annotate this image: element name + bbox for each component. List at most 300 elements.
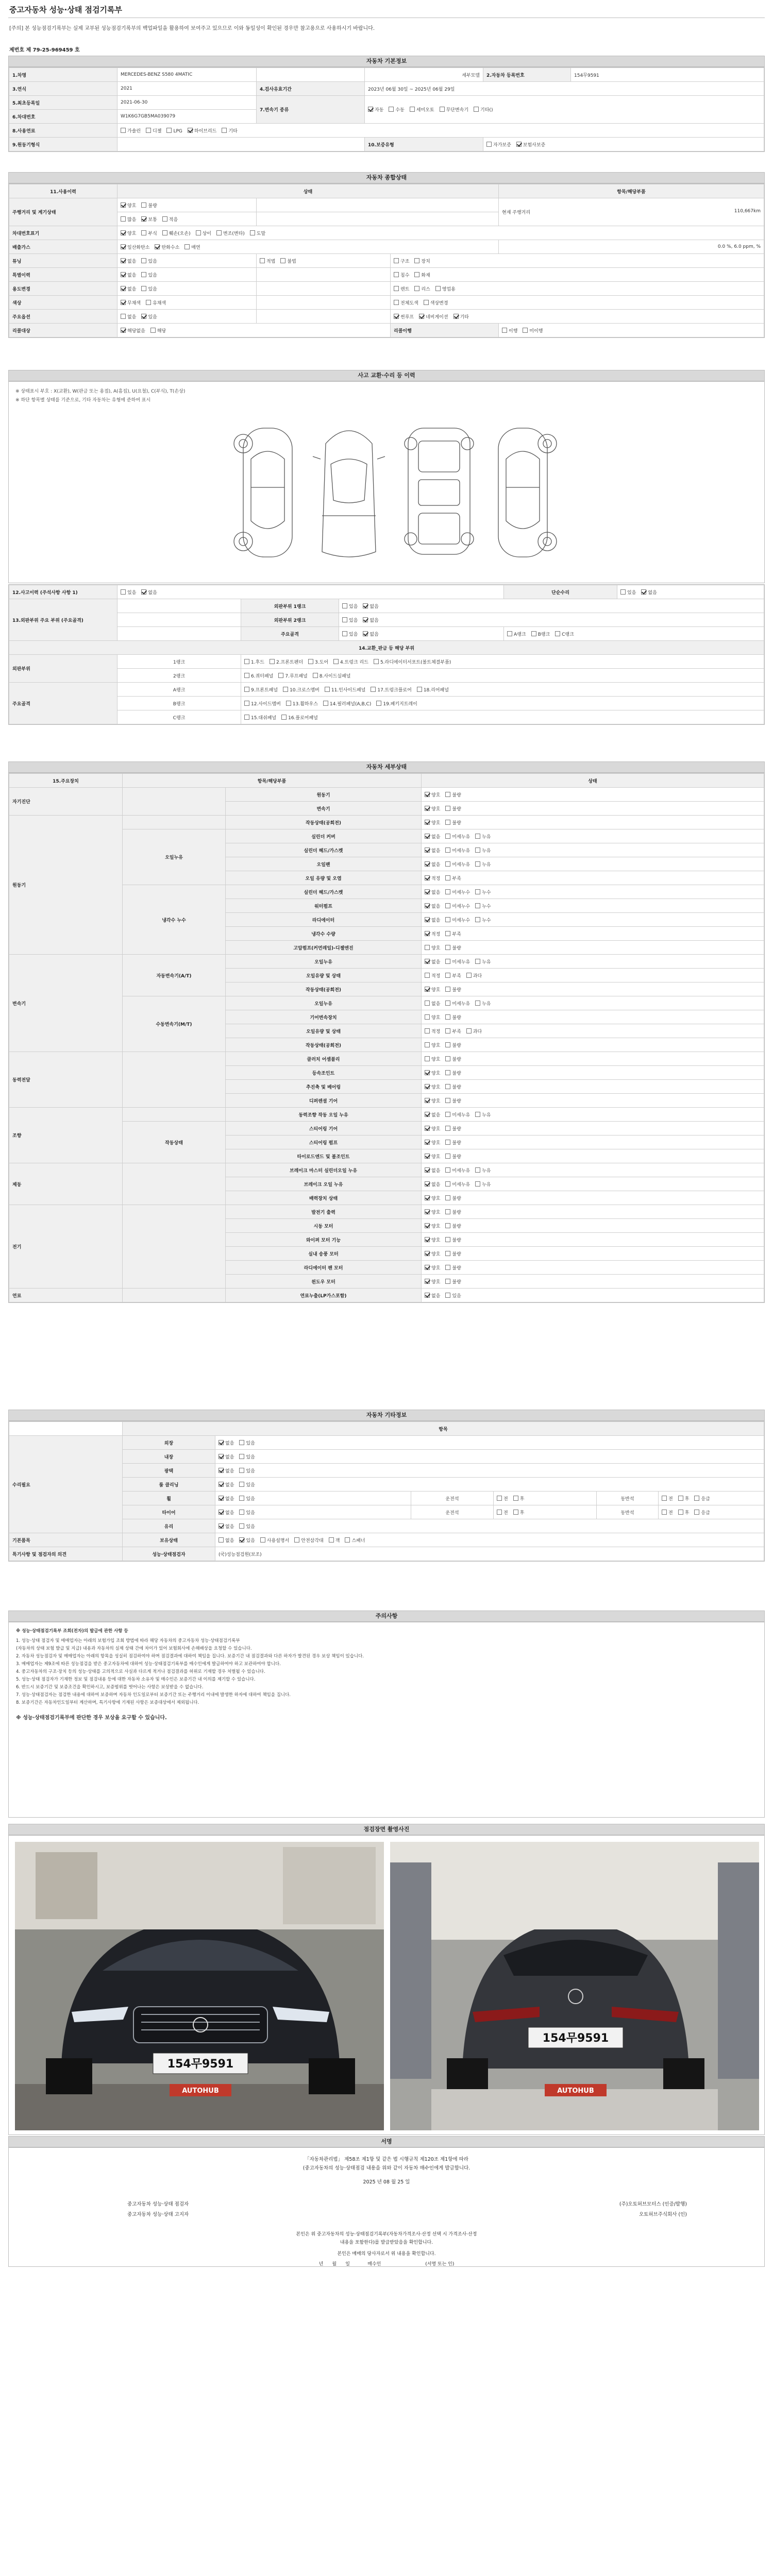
checkbox[interactable] — [141, 216, 146, 222]
other-option[interactable] — [219, 1439, 234, 1446]
detail-status-option[interactable] — [445, 847, 470, 854]
main-options-kind-options-option[interactable] — [394, 313, 414, 320]
detail-status-option[interactable] — [425, 1000, 440, 1007]
checkbox[interactable] — [445, 917, 450, 922]
checkbox[interactable] — [662, 1510, 667, 1515]
checkbox[interactable] — [425, 1098, 430, 1103]
checkbox[interactable] — [121, 314, 126, 319]
checkbox[interactable] — [466, 1028, 472, 1033]
detail-status-option[interactable] — [475, 1181, 491, 1188]
checkbox[interactable] — [363, 631, 368, 636]
use-change-kind-options-option[interactable] — [394, 285, 409, 292]
detail-status-option[interactable] — [445, 819, 461, 826]
detail-status-option[interactable] — [425, 875, 440, 882]
accident-history-options-option[interactable] — [141, 589, 157, 596]
warranty-options-option[interactable] — [486, 141, 511, 148]
transmission-options-option[interactable] — [474, 106, 493, 113]
checkbox[interactable] — [313, 673, 318, 678]
checkbox[interactable] — [219, 1537, 224, 1543]
checkbox[interactable] — [141, 230, 146, 235]
checkbox[interactable] — [425, 1001, 430, 1006]
checkbox[interactable] — [425, 945, 430, 950]
use-change-kind-options-option[interactable] — [435, 285, 456, 292]
detail-status-option[interactable] — [445, 1209, 461, 1215]
checkbox[interactable] — [121, 589, 126, 595]
checkbox[interactable] — [425, 903, 430, 908]
detail-status-option[interactable] — [425, 1292, 440, 1299]
checkbox[interactable] — [445, 1084, 450, 1089]
detail-status-option[interactable] — [475, 847, 491, 854]
checkbox[interactable] — [425, 861, 430, 867]
checkbox[interactable] — [440, 107, 445, 112]
fuel-options-option[interactable] — [121, 127, 141, 134]
frame-rank-c-parts-option[interactable] — [281, 714, 318, 721]
checkbox[interactable] — [239, 1440, 244, 1445]
simple-repair-options-option[interactable] — [620, 589, 636, 596]
checkbox[interactable] — [425, 1293, 430, 1298]
checkbox[interactable] — [410, 107, 415, 112]
other-extra2-option[interactable] — [662, 1495, 673, 1502]
other-option[interactable] — [239, 1467, 255, 1474]
checkbox[interactable] — [141, 258, 146, 263]
other-option[interactable] — [239, 1509, 255, 1516]
detail-status-option[interactable] — [466, 1028, 482, 1035]
fuel-options-option[interactable] — [222, 127, 237, 134]
frame-rank-b-parts-option[interactable] — [244, 700, 281, 707]
ext-rank2-options-option[interactable] — [342, 617, 358, 623]
checkbox[interactable] — [425, 1140, 430, 1145]
checkbox[interactable] — [141, 272, 146, 277]
detail-status-option[interactable] — [475, 1167, 491, 1174]
frame-rank-a-parts-option[interactable] — [283, 686, 320, 693]
detail-status-option[interactable] — [445, 1139, 461, 1146]
use-change-kind-options-option[interactable] — [414, 285, 430, 292]
detail-status-option[interactable] — [425, 1097, 440, 1104]
checkbox[interactable] — [445, 1181, 450, 1187]
checkbox[interactable] — [445, 987, 450, 992]
main-frame-rank-options-option[interactable] — [531, 631, 550, 637]
mileage-gauge-options-option[interactable] — [141, 202, 157, 209]
detail-status-option[interactable] — [445, 861, 470, 868]
checkbox[interactable] — [435, 286, 441, 291]
detail-status-option[interactable] — [445, 972, 461, 979]
checkbox[interactable] — [445, 1140, 450, 1145]
detail-status-option[interactable] — [445, 917, 470, 923]
detail-status-option[interactable] — [475, 1111, 491, 1118]
other-option[interactable] — [239, 1439, 255, 1446]
tuning-kind-options-option[interactable] — [394, 258, 409, 264]
frame-rank-a-parts-option[interactable] — [325, 686, 365, 693]
checkbox[interactable] — [445, 1237, 450, 1242]
detail-status-option[interactable] — [445, 791, 461, 798]
other-option[interactable] — [219, 1523, 234, 1530]
checkbox[interactable] — [146, 128, 151, 133]
checkbox[interactable] — [219, 1510, 224, 1515]
checkbox[interactable] — [445, 889, 450, 894]
checkbox[interactable] — [121, 244, 126, 249]
checkbox[interactable] — [239, 1510, 244, 1515]
checkbox[interactable] — [219, 1496, 224, 1501]
detail-status-option[interactable] — [445, 1223, 461, 1229]
transmission-options-option[interactable] — [410, 106, 434, 113]
detail-status-option[interactable] — [475, 861, 491, 868]
main-frame-options-option[interactable] — [363, 631, 378, 637]
checkbox[interactable] — [286, 701, 291, 706]
checkbox[interactable] — [425, 931, 430, 936]
detail-status-option[interactable] — [445, 1111, 470, 1118]
other-extra2-option[interactable] — [694, 1509, 710, 1516]
checkbox[interactable] — [244, 715, 249, 720]
checkbox[interactable] — [425, 959, 430, 964]
detail-status-option[interactable] — [445, 805, 461, 812]
checkbox[interactable] — [155, 244, 160, 249]
checkbox[interactable] — [121, 272, 126, 277]
warranty-options-option[interactable] — [516, 141, 545, 148]
checkbox[interactable] — [466, 973, 472, 978]
checkbox[interactable] — [425, 889, 430, 894]
checkbox[interactable] — [497, 1510, 502, 1515]
detail-status-option[interactable] — [466, 972, 482, 979]
checkbox[interactable] — [244, 687, 249, 692]
detail-status-option[interactable] — [425, 1083, 440, 1090]
checkbox[interactable] — [445, 1209, 450, 1214]
frame-rank-a-parts-option[interactable] — [244, 686, 278, 693]
checkbox[interactable] — [425, 987, 430, 992]
detail-status-option[interactable] — [445, 1014, 461, 1021]
other-option[interactable] — [219, 1467, 234, 1474]
checkbox[interactable] — [270, 659, 275, 664]
emission-options-option[interactable] — [121, 244, 149, 250]
checkbox[interactable] — [121, 258, 126, 263]
checkbox[interactable] — [424, 300, 429, 305]
checkbox[interactable] — [445, 1112, 450, 1117]
vin-mark-options-option[interactable] — [141, 230, 157, 236]
main-options-options-option[interactable] — [121, 313, 136, 320]
checkbox[interactable] — [146, 300, 151, 305]
ext-rank-1-parts-option[interactable] — [333, 658, 368, 665]
detail-status-option[interactable] — [445, 986, 461, 993]
checkbox[interactable] — [376, 701, 381, 706]
checkbox[interactable] — [486, 142, 492, 147]
other-option[interactable] — [219, 1495, 234, 1502]
detail-status-option[interactable] — [445, 1195, 461, 1201]
emission-options-option[interactable] — [155, 244, 179, 250]
checkbox[interactable] — [166, 128, 172, 133]
other-extra-option[interactable] — [513, 1495, 525, 1502]
color-options-option[interactable] — [121, 299, 141, 306]
checkbox[interactable] — [239, 1468, 244, 1473]
checkbox[interactable] — [425, 1154, 430, 1159]
checkbox[interactable] — [150, 328, 156, 333]
ext-rank1-options-option[interactable] — [342, 603, 358, 609]
detail-status-option[interactable] — [445, 1264, 461, 1271]
checkbox[interactable] — [219, 1440, 224, 1445]
detail-status-option[interactable] — [425, 1028, 440, 1035]
checkbox[interactable] — [425, 1167, 430, 1173]
ext-rank-2-parts-option[interactable] — [244, 672, 273, 679]
frame-rank-a-parts-option[interactable] — [371, 686, 411, 693]
detail-status-option[interactable] — [425, 1223, 440, 1229]
checkbox[interactable] — [475, 1181, 480, 1187]
checkbox[interactable] — [216, 230, 222, 235]
detail-status-option[interactable] — [425, 861, 440, 868]
detail-status-option[interactable] — [425, 986, 440, 993]
checkbox[interactable] — [445, 1251, 450, 1256]
other-extra2-option[interactable] — [678, 1495, 690, 1502]
basic-items-option[interactable] — [239, 1537, 255, 1544]
detail-status-option[interactable] — [425, 917, 440, 923]
checkbox[interactable] — [513, 1510, 518, 1515]
checkbox[interactable] — [523, 328, 528, 333]
main-options-kind-options-option[interactable] — [453, 313, 469, 320]
checkbox[interactable] — [244, 659, 249, 664]
detail-status-option[interactable] — [445, 833, 470, 840]
checkbox[interactable] — [445, 1279, 450, 1284]
checkbox[interactable] — [141, 286, 146, 291]
checkbox[interactable] — [516, 142, 522, 147]
tuning-options-option[interactable] — [121, 258, 136, 264]
transmission-options-option[interactable] — [368, 106, 383, 113]
detail-status-option[interactable] — [425, 1042, 440, 1048]
checkbox[interactable] — [445, 945, 450, 950]
checkbox[interactable] — [445, 806, 450, 811]
other-extra-option[interactable] — [497, 1495, 508, 1502]
checkbox[interactable] — [475, 917, 480, 922]
checkbox[interactable] — [620, 589, 626, 595]
checkbox[interactable] — [475, 861, 480, 867]
detail-status-option[interactable] — [425, 930, 440, 937]
detail-status-option[interactable] — [425, 847, 440, 854]
detail-status-option[interactable] — [425, 958, 440, 965]
checkbox[interactable] — [368, 107, 373, 112]
detail-status-option[interactable] — [445, 1153, 461, 1160]
detail-status-option[interactable] — [445, 1125, 461, 1132]
detail-status-option[interactable] — [445, 1097, 461, 1104]
checkbox[interactable] — [425, 1209, 430, 1214]
checkbox[interactable] — [475, 1167, 480, 1173]
ext-rank2-options-option[interactable] — [363, 617, 378, 623]
checkbox[interactable] — [445, 875, 450, 880]
checkbox[interactable] — [445, 834, 450, 839]
detail-status-option[interactable] — [445, 1056, 461, 1062]
basic-items-option[interactable] — [260, 1537, 289, 1544]
other-option[interactable] — [239, 1523, 255, 1530]
checkbox[interactable] — [425, 1181, 430, 1187]
checkbox[interactable] — [425, 1042, 430, 1047]
checkbox[interactable] — [425, 1223, 430, 1228]
recall-done-options-option[interactable] — [523, 327, 543, 334]
checkbox[interactable] — [196, 230, 201, 235]
checkbox[interactable] — [239, 1537, 244, 1543]
checkbox[interactable] — [394, 300, 399, 305]
main-options-kind-options-option[interactable] — [419, 313, 448, 320]
checkbox[interactable] — [425, 1028, 430, 1033]
recall-done-options-option[interactable] — [502, 327, 517, 334]
checkbox[interactable] — [250, 230, 255, 235]
accident-history-options-option[interactable] — [121, 589, 136, 596]
checkbox[interactable] — [425, 820, 430, 825]
checkbox[interactable] — [425, 792, 430, 797]
checkbox[interactable] — [474, 107, 479, 112]
use-change-options-option[interactable] — [121, 285, 136, 292]
checkbox[interactable] — [363, 603, 368, 608]
checkbox[interactable] — [425, 1070, 430, 1075]
main-frame-options-option[interactable] — [342, 631, 358, 637]
frame-rank-b-parts-option[interactable] — [286, 700, 318, 707]
main-frame-rank-options-option[interactable] — [555, 631, 574, 637]
checkbox[interactable] — [662, 1496, 667, 1501]
checkbox[interactable] — [394, 314, 399, 319]
detail-status-option[interactable] — [445, 1000, 470, 1007]
checkbox[interactable] — [445, 1265, 450, 1270]
vin-mark-options-option[interactable] — [121, 230, 136, 236]
detail-status-option[interactable] — [475, 1000, 491, 1007]
fuel-options-option[interactable] — [146, 127, 161, 134]
detail-status-option[interactable] — [445, 1292, 461, 1299]
checkbox[interactable] — [414, 258, 419, 263]
ext-rank-2-parts-option[interactable] — [313, 672, 351, 679]
mileage-level-options-option[interactable] — [141, 216, 157, 223]
recall-options-option[interactable] — [150, 327, 166, 334]
checkbox[interactable] — [475, 959, 480, 964]
checkbox[interactable] — [219, 1468, 224, 1473]
tuning-kind-options-option[interactable] — [414, 258, 430, 264]
detail-status-option[interactable] — [425, 1111, 440, 1118]
checkbox[interactable] — [694, 1496, 699, 1501]
checkbox[interactable] — [475, 903, 480, 908]
detail-status-option[interactable] — [425, 1056, 440, 1062]
detail-status-option[interactable] — [475, 889, 491, 895]
detail-status-option[interactable] — [425, 903, 440, 909]
detail-status-option[interactable] — [425, 972, 440, 979]
detail-status-option[interactable] — [425, 1070, 440, 1076]
checkbox[interactable] — [184, 244, 190, 249]
checkbox[interactable] — [188, 128, 193, 133]
detail-status-option[interactable] — [445, 1181, 470, 1188]
checkbox[interactable] — [678, 1510, 683, 1515]
checkbox[interactable] — [445, 1293, 450, 1298]
detail-status-option[interactable] — [425, 1236, 440, 1243]
detail-status-option[interactable] — [425, 1125, 440, 1132]
detail-status-option[interactable] — [445, 1070, 461, 1076]
detail-status-option[interactable] — [445, 903, 470, 909]
checkbox[interactable] — [497, 1496, 502, 1501]
detail-status-option[interactable] — [445, 1236, 461, 1243]
special-history-kind-options-option[interactable] — [394, 272, 409, 278]
checkbox[interactable] — [121, 128, 126, 133]
fuel-options-option[interactable] — [166, 128, 182, 134]
checkbox[interactable] — [445, 861, 450, 867]
checkbox[interactable] — [445, 1070, 450, 1075]
detail-status-option[interactable] — [475, 903, 491, 909]
checkbox[interactable] — [345, 1537, 350, 1543]
detail-status-option[interactable] — [425, 791, 440, 798]
checkbox[interactable] — [445, 1098, 450, 1103]
checkbox[interactable] — [394, 258, 399, 263]
checkbox[interactable] — [425, 973, 430, 978]
other-option[interactable] — [219, 1509, 234, 1516]
main-frame-rank-options-option[interactable] — [507, 631, 526, 637]
checkbox[interactable] — [260, 1537, 265, 1543]
checkbox[interactable] — [475, 889, 480, 894]
checkbox[interactable] — [283, 687, 288, 692]
tuning-legal-options-option[interactable] — [260, 258, 275, 264]
checkbox[interactable] — [445, 1028, 450, 1033]
checkbox[interactable] — [419, 314, 424, 319]
checkbox[interactable] — [425, 1251, 430, 1256]
checkbox[interactable] — [425, 806, 430, 811]
other-option[interactable] — [219, 1453, 234, 1460]
checkbox[interactable] — [445, 792, 450, 797]
checkbox[interactable] — [342, 631, 347, 636]
special-history-options-option[interactable] — [141, 272, 157, 278]
checkbox[interactable] — [329, 1537, 334, 1543]
basic-items-option[interactable] — [294, 1537, 323, 1544]
detail-status-option[interactable] — [425, 805, 440, 812]
checkbox[interactable] — [414, 286, 419, 291]
transmission-options-option[interactable] — [440, 106, 468, 113]
detail-status-option[interactable] — [475, 917, 491, 923]
checkbox[interactable] — [239, 1496, 244, 1501]
vin-mark-options-option[interactable] — [216, 230, 245, 236]
checkbox[interactable] — [445, 973, 450, 978]
checkbox[interactable] — [425, 1265, 430, 1270]
vin-mark-options-option[interactable] — [162, 230, 191, 236]
checkbox[interactable] — [425, 834, 430, 839]
checkbox[interactable] — [678, 1496, 683, 1501]
mileage-gauge-options-option[interactable] — [121, 202, 136, 209]
frame-rank-b-parts-option[interactable] — [323, 700, 371, 707]
frame-rank-c-parts-option[interactable] — [244, 714, 276, 721]
mileage-level-options-option[interactable] — [121, 216, 136, 223]
detail-status-option[interactable] — [425, 1167, 440, 1174]
checkbox[interactable] — [141, 314, 146, 319]
detail-status-option[interactable] — [425, 1250, 440, 1257]
checkbox[interactable] — [475, 834, 480, 839]
ext-rank-1-parts-option[interactable] — [270, 658, 303, 665]
checkbox[interactable] — [222, 128, 227, 133]
detail-status-option[interactable] — [475, 833, 491, 840]
checkbox[interactable] — [280, 258, 285, 263]
checkbox[interactable] — [363, 617, 368, 622]
checkbox[interactable] — [308, 659, 313, 664]
checkbox[interactable] — [555, 631, 560, 636]
detail-status-option[interactable] — [425, 1014, 440, 1021]
checkbox[interactable] — [374, 659, 379, 664]
other-option[interactable] — [219, 1481, 234, 1488]
checkbox[interactable] — [141, 589, 146, 595]
checkbox[interactable] — [294, 1537, 299, 1543]
checkbox[interactable] — [445, 959, 450, 964]
checkbox[interactable] — [425, 917, 430, 922]
checkbox[interactable] — [445, 1195, 450, 1200]
detail-status-option[interactable] — [425, 1153, 440, 1160]
ext-rank1-options-option[interactable] — [363, 603, 378, 609]
checkbox[interactable] — [244, 673, 249, 678]
detail-status-option[interactable] — [425, 1195, 440, 1201]
detail-status-option[interactable] — [425, 1264, 440, 1271]
color-options-option[interactable] — [146, 299, 166, 306]
checkbox[interactable] — [445, 1223, 450, 1228]
detail-status-option[interactable] — [425, 819, 440, 826]
checkbox[interactable] — [219, 1482, 224, 1487]
checkbox[interactable] — [502, 328, 507, 333]
checkbox[interactable] — [239, 1454, 244, 1459]
transmission-options-option[interactable] — [389, 106, 404, 113]
checkbox[interactable] — [414, 272, 419, 277]
checkbox[interactable] — [475, 1112, 480, 1117]
other-option[interactable] — [239, 1481, 255, 1488]
